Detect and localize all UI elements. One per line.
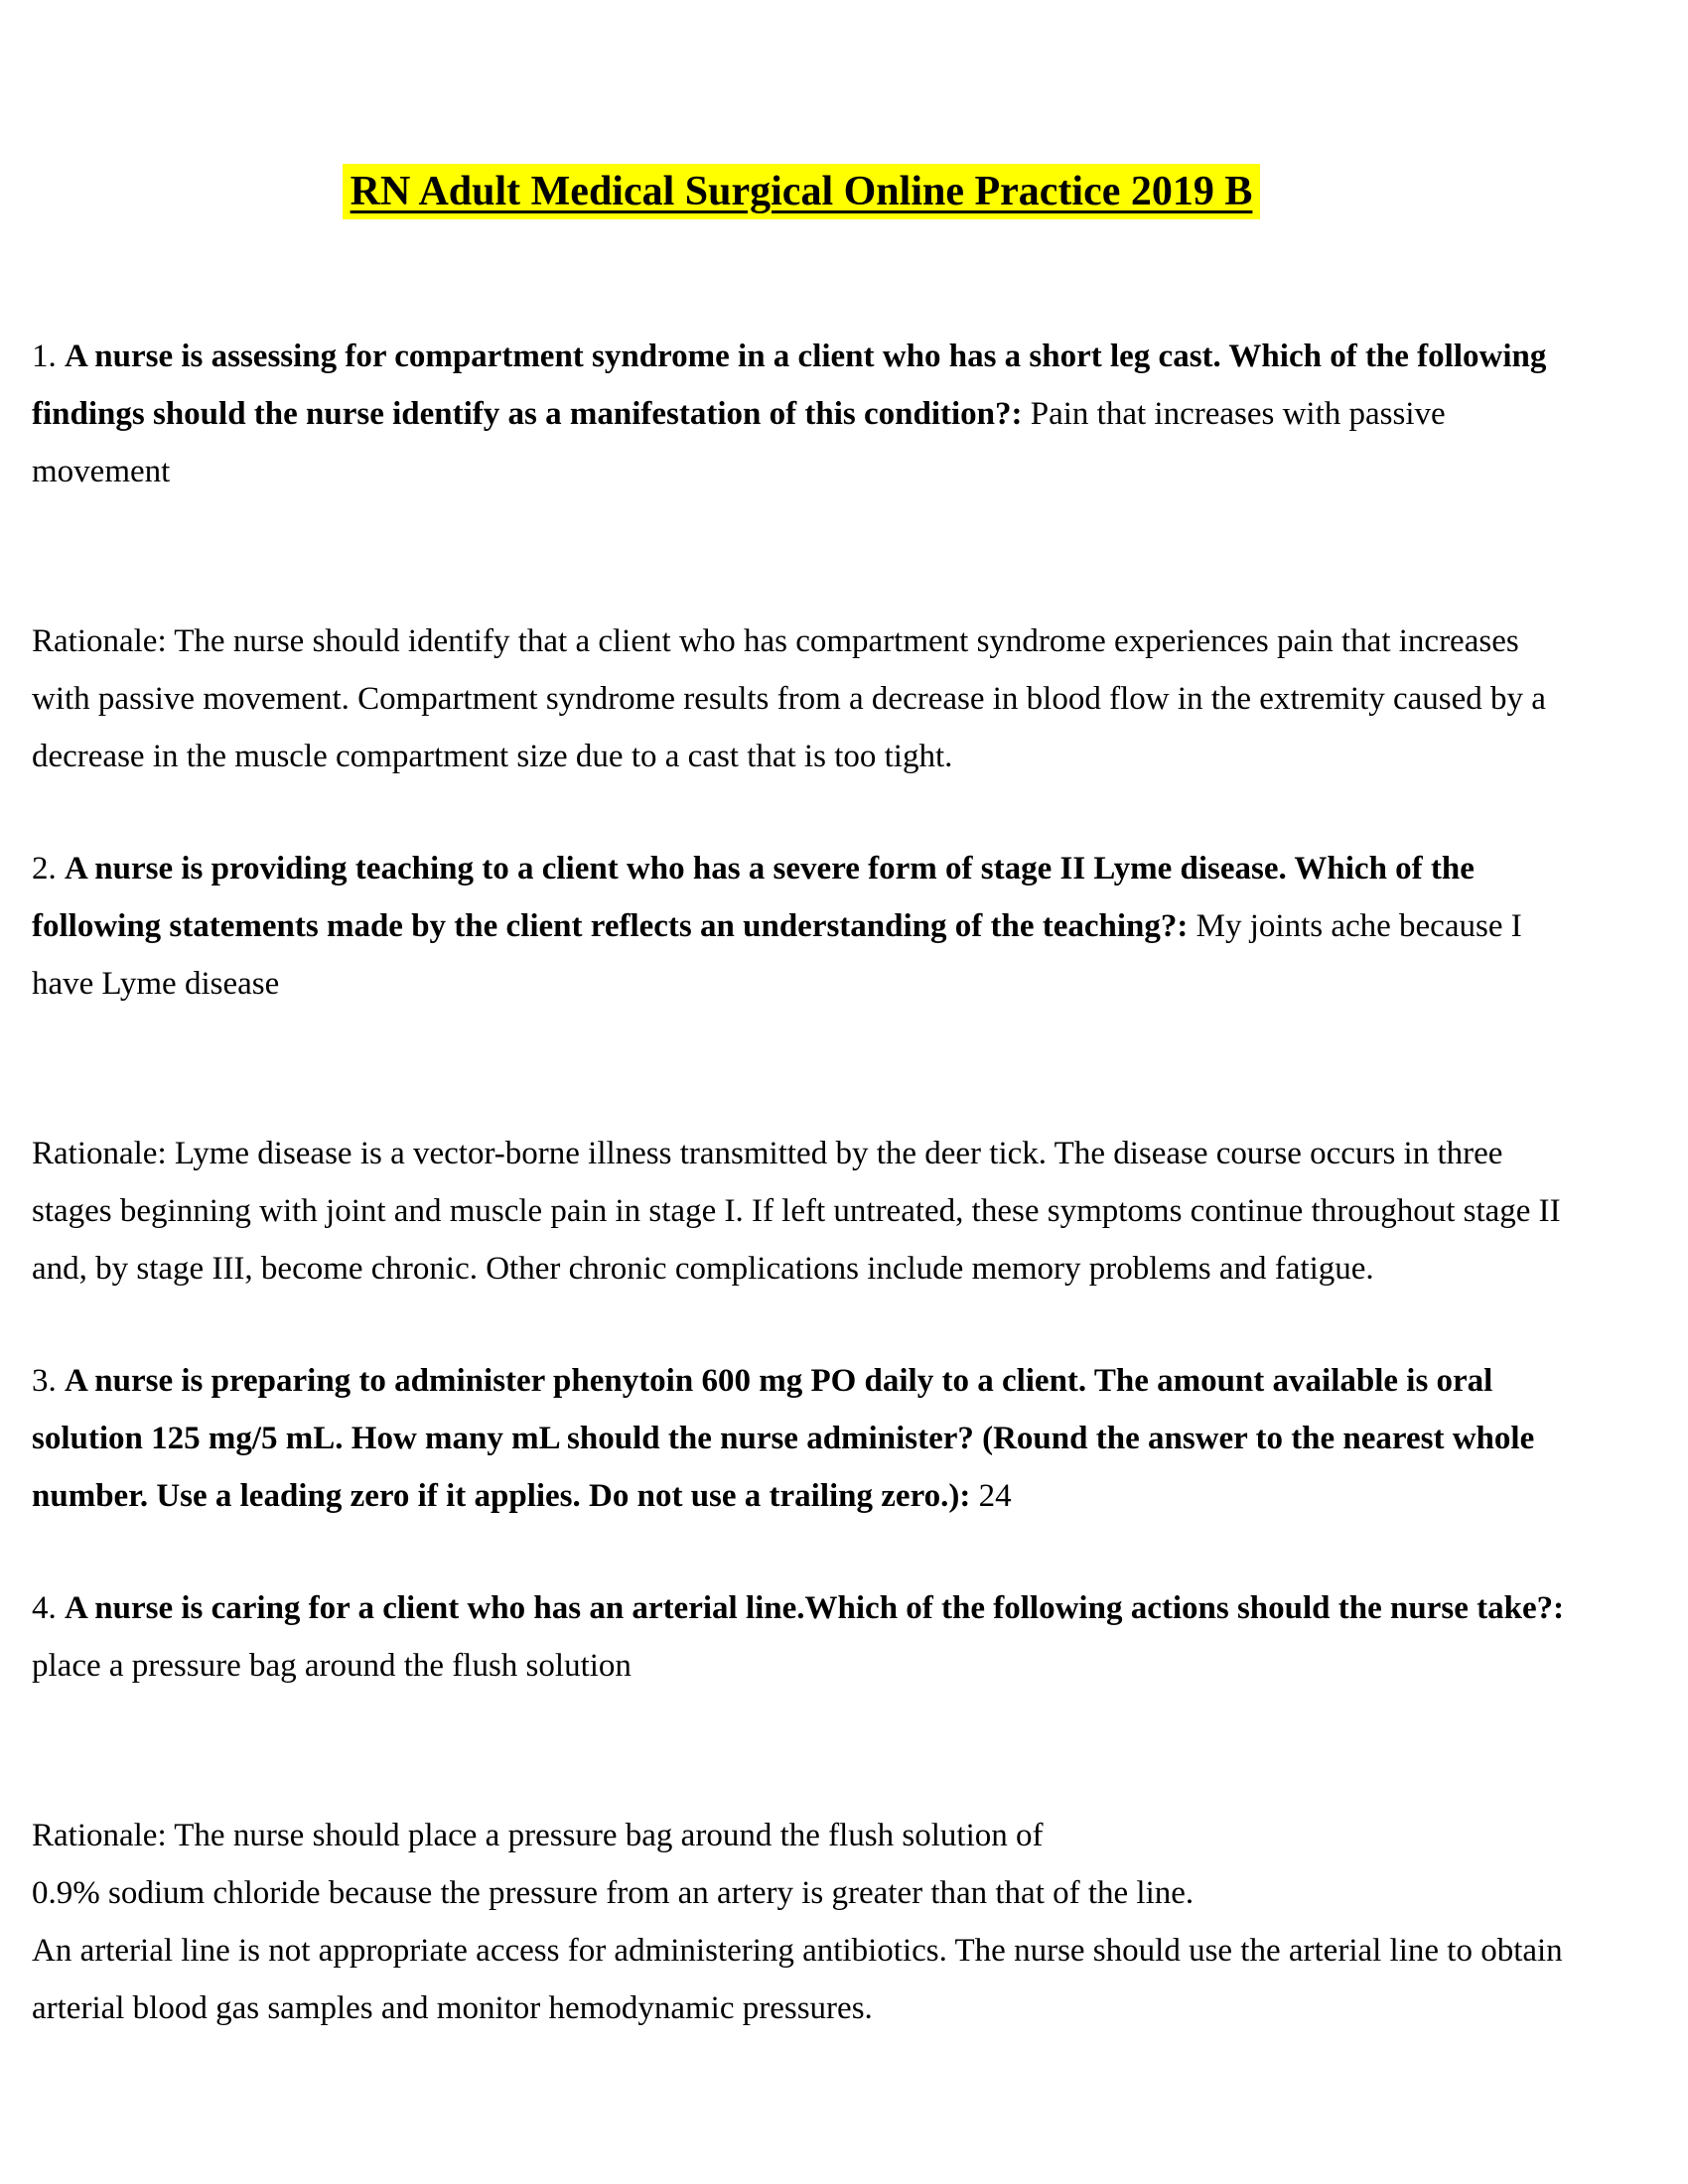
question-2-run-1: A nurse is providing teaching to a client who has a severe form of stage II Lyme disease. Which of the following statements made by the client reflects an understanding of the teaching?: [32, 851, 1475, 944]
rationale-2 [32, 1125, 1571, 1297]
question-4-run-1: A nurse is caring for a client who has an arterial line.Which of the following actions should the nurse take?: [65, 1590, 1565, 1626]
rationale-4 [32, 1807, 1571, 2037]
question-1 [32, 328, 1571, 500]
question-1-run-0: 1. [32, 339, 65, 374]
question-2-run-2: My joints ache because I have Lyme disease [32, 908, 1522, 1002]
question-4-run-0: 4. [32, 1590, 65, 1626]
rationale-4-run-2: An arterial line is not appropriate access for administering antibiotics. The nurse should use the arterial line to obtain arterial blood gas samples and monitor hemodynamic pressures. [32, 1933, 1563, 2026]
document-body [32, 328, 1571, 2037]
question-3-run-1: A nurse is preparing to administer phenytoin 600 mg PO daily to a client. The amount available is oral solution 125 mg/5 mL. How many mL should the nurse administer? (Round the answer to the nearest whole number. Use a leading zero if it applies. Do not use a trailing zero.): [32, 1363, 1535, 1514]
rationale-1 [32, 613, 1571, 785]
question-3 [32, 1352, 1571, 1525]
question-4 [32, 1579, 1571, 1695]
title-row [32, 164, 1571, 228]
question-1-run-1: A nurse is assessing for compartment syndrome in a client who has a short leg cast. Which of the following findings should the nurse identify as a manifestation of this condition?: [32, 339, 1547, 432]
question-2 [32, 840, 1571, 1013]
question-3-run-0: 3. [32, 1363, 65, 1399]
rationale-4-run-0: Rationale: The nurse should place a pressure bag around the flush solution of [32, 1818, 1044, 1853]
question-2-run-0: 2. [32, 851, 65, 887]
question-3-run-2: 24 [978, 1478, 1012, 1514]
rationale-4-run-1: 0.9% sodium chloride because the pressure from an artery is greater than that of the line. [32, 1875, 1195, 1911]
question-1-run-2: Pain that increases with passive movement [32, 396, 1446, 489]
rationale-2-run-0: Rationale: Lyme disease is a vector-borne illness transmitted by the deer tick. The disease course occurs in three stages beginning with joint and muscle pain in stage I. If left untreated, these symptoms continue throughout stage II and, by stage III, become chronic. Other chronic complications include memory problems and fatigue. [32, 1136, 1561, 1287]
question-4-run-2: place a pressure bag around the flush solution [32, 1648, 632, 1684]
rationale-1-run-0: Rationale: The nurse should identify that a client who has compartment syndrome experiences pain that increases with passive movement. Compartment syndrome results from a decrease in blood flow in the extremity caused by a decrease in the muscle compartment size due to a cast that is too tight. [32, 623, 1546, 774]
document-title: RN Adult Medical Surgical Online Practice 2019 B [343, 164, 1261, 219]
